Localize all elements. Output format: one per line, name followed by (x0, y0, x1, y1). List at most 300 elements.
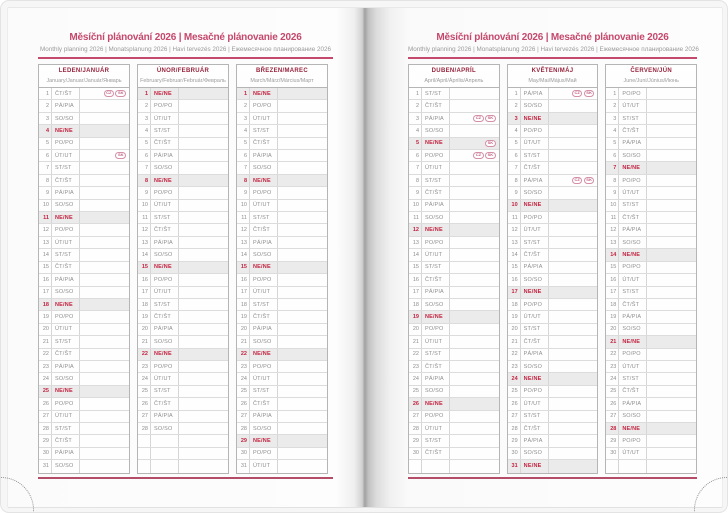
day-number: 23 (409, 361, 422, 372)
day-row (606, 224, 696, 236)
notes-cell (278, 262, 327, 273)
day-row (237, 423, 327, 435)
day-abbrev: NE/NE (250, 88, 278, 99)
notes-cell (80, 187, 129, 198)
day-abbrev: SO/SO (250, 162, 278, 173)
day-row (508, 274, 598, 286)
day-number: 6 (606, 150, 619, 161)
day-abbrev: ČT/ŠT (619, 125, 647, 136)
day-number: 9 (409, 187, 422, 198)
day-abbrev: ST/ST (422, 175, 450, 186)
day-abbrev: NE/NE (521, 287, 549, 298)
day-number: 17 (409, 287, 422, 298)
day-row (39, 274, 129, 286)
day-row (606, 113, 696, 125)
notes-cell (549, 175, 598, 186)
notes-cell (450, 274, 499, 285)
day-row (138, 336, 228, 348)
day-number: 27 (138, 411, 151, 422)
month-rows (508, 88, 598, 473)
notes-cell (80, 125, 129, 136)
day-number: 29 (237, 435, 250, 446)
day-row (237, 100, 327, 112)
day-number: 23 (138, 361, 151, 372)
day-row (237, 224, 327, 236)
day-abbrev: NE/NE (151, 262, 179, 273)
day-number: 16 (237, 274, 250, 285)
day-abbrev: SO/SO (521, 187, 549, 198)
day-abbrev: SO/SO (521, 274, 549, 285)
day-number: 6 (508, 150, 521, 161)
day-abbrev: ČT/ŠT (250, 224, 278, 235)
day-abbrev: ST/ST (422, 349, 450, 360)
day-number: 15 (138, 262, 151, 273)
notes-cell (450, 224, 499, 235)
notes-cell (549, 460, 598, 472)
day-number: 19 (409, 311, 422, 322)
notes-cell (278, 460, 327, 472)
day-number: 13 (606, 237, 619, 248)
day-row (138, 262, 228, 274)
day-row (508, 287, 598, 299)
day-row (138, 138, 228, 150)
month-subtitle: April/April/Április/Апрель (424, 77, 484, 84)
day-number: 24 (39, 373, 52, 384)
day-row (508, 175, 598, 187)
day-abbrev: ČT/ŠT (250, 311, 278, 322)
notes-cell (647, 237, 696, 248)
day-abbrev: NE/NE (250, 435, 278, 446)
notes-cell (549, 361, 598, 372)
notes-cell (278, 175, 327, 186)
day-abbrev: ST/ST (521, 150, 549, 161)
day-row (508, 373, 598, 385)
day-abbrev: PO/PO (619, 435, 647, 446)
notes-cell (278, 274, 327, 285)
day-abbrev: PO/PO (521, 125, 549, 136)
day-abbrev: ST/ST (619, 113, 647, 124)
day-number: 24 (138, 373, 151, 384)
notes-cell (278, 100, 327, 111)
notes-cell (647, 150, 696, 161)
day-row (409, 162, 499, 174)
day-number: 29 (39, 435, 52, 446)
day-abbrev: ČT/ŠT (619, 212, 647, 223)
day-row (237, 324, 327, 336)
month-column (38, 64, 130, 474)
day-abbrev: ST/ST (250, 212, 278, 223)
day-number: 7 (508, 162, 521, 173)
day-abbrev: PÁ/PIA (422, 113, 450, 124)
day-row (237, 237, 327, 249)
notes-cell (549, 274, 598, 285)
day-abbrev: NE/NE (52, 212, 80, 223)
day-number: 8 (409, 175, 422, 186)
notes-cell (647, 336, 696, 347)
notes-cell (179, 448, 228, 459)
day-row (39, 336, 129, 348)
day-abbrev: PÁ/PIA (151, 324, 179, 335)
day-row (508, 249, 598, 261)
day-abbrev: NE/NE (422, 138, 450, 149)
day-abbrev: PÁ/PIA (521, 88, 549, 99)
day-abbrev: PO/PO (521, 212, 549, 223)
month-subtitle: January/Januar/Január/Январь (46, 77, 122, 84)
day-row (409, 361, 499, 373)
day-row (508, 262, 598, 274)
day-row (409, 448, 499, 460)
notes-cell (179, 435, 228, 446)
day-number: 3 (39, 113, 52, 124)
day-row (39, 448, 129, 460)
day-row (138, 237, 228, 249)
day-number: 17 (39, 287, 52, 298)
day-number: 15 (606, 262, 619, 273)
day-abbrev: ÚT/UT (52, 411, 80, 422)
notes-cell (80, 386, 129, 397)
month-rows (606, 88, 696, 473)
day-abbrev: PO/PO (422, 411, 450, 422)
day-row (409, 311, 499, 323)
notes-cell (80, 398, 129, 409)
day-row (606, 274, 696, 286)
day-abbrev: PÁ/PIA (52, 100, 80, 111)
day-row (606, 125, 696, 137)
day-number: 7 (409, 162, 422, 173)
day-abbrev: PO/PO (151, 187, 179, 198)
day-number: 25 (39, 386, 52, 397)
day-number: 16 (409, 274, 422, 285)
day-abbrev: ÚT/UT (521, 398, 549, 409)
notes-cell (549, 373, 598, 384)
notes-cell (647, 262, 696, 273)
notes-cell (647, 324, 696, 335)
day-number: 2 (138, 100, 151, 111)
day-abbrev: PÁ/PIA (619, 311, 647, 322)
day-row (409, 460, 499, 472)
day-abbrev: ČT/ŠT (151, 224, 179, 235)
holiday-badge-sk: SK (485, 152, 496, 160)
holiday-badge-cz: CZ (473, 152, 483, 160)
day-row (138, 287, 228, 299)
day-abbrev: ČT/ŠT (521, 162, 549, 173)
day-number: 26 (409, 398, 422, 409)
day-row (138, 349, 228, 361)
day-row (39, 162, 129, 174)
month-name: LEDEN/JANUÁR (58, 68, 110, 74)
holiday-badge-cz: CZ (572, 90, 582, 98)
day-row (39, 398, 129, 410)
notes-cell (549, 336, 598, 347)
notes-cell (80, 324, 129, 335)
months-columns-right (408, 64, 697, 474)
day-abbrev: PÁ/PIA (250, 237, 278, 248)
day-row (409, 336, 499, 348)
notes-cell (549, 200, 598, 211)
notes-cell (179, 423, 228, 434)
notes-cell (450, 460, 499, 472)
day-abbrev: ÚT/UT (619, 187, 647, 198)
day-row (138, 212, 228, 224)
day-row (606, 138, 696, 150)
day-number: 17 (237, 287, 250, 298)
day-abbrev: ČT/ŠT (521, 423, 549, 434)
day-row (409, 435, 499, 447)
day-abbrev: ÚT/UT (52, 324, 80, 335)
day-row (237, 411, 327, 423)
notes-cell (450, 200, 499, 211)
day-row (237, 125, 327, 137)
day-row (409, 187, 499, 199)
day-row (409, 349, 499, 361)
day-abbrev: PÁ/PIA (250, 324, 278, 335)
notes-cell (450, 299, 499, 310)
notes-cell (179, 224, 228, 235)
day-abbrev: SO/SO (619, 237, 647, 248)
day-abbrev: PO/PO (422, 324, 450, 335)
day-row (237, 398, 327, 410)
notes-cell (80, 113, 129, 124)
day-abbrev: ČT/ŠT (151, 398, 179, 409)
day-abbrev: NE/NE (619, 336, 647, 347)
day-abbrev: ST/ST (52, 336, 80, 347)
day-number: 8 (138, 175, 151, 186)
notes-cell (80, 423, 129, 434)
notes-cell (549, 311, 598, 322)
day-number: 12 (606, 224, 619, 235)
day-abbrev: SO/SO (619, 324, 647, 335)
day-number: 6 (237, 150, 250, 161)
month-column (507, 64, 599, 474)
day-row (138, 435, 228, 447)
day-abbrev: SO/SO (52, 113, 80, 124)
day-number: 16 (138, 274, 151, 285)
day-row (138, 361, 228, 373)
day-abbrev: SO/SO (151, 162, 179, 173)
day-row (237, 175, 327, 187)
day-abbrev: ST/ST (250, 386, 278, 397)
day-abbrev: ČT/ŠT (521, 249, 549, 260)
day-number: 26 (508, 398, 521, 409)
day-number: 9 (138, 187, 151, 198)
notes-cell (549, 237, 598, 248)
day-abbrev: ČT/ŠT (422, 100, 450, 111)
notes-cell (278, 212, 327, 223)
notes-cell (80, 150, 129, 161)
day-abbrev: NE/NE (422, 224, 450, 235)
notes-cell (179, 212, 228, 223)
day-abbrev: SO/SO (52, 200, 80, 211)
day-abbrev: PO/PO (250, 448, 278, 459)
notes-cell (549, 249, 598, 260)
day-number: 1 (138, 88, 151, 99)
day-number: 7 (39, 162, 52, 173)
day-number: 30 (606, 448, 619, 459)
day-row (39, 373, 129, 385)
day-row (39, 324, 129, 336)
day-number: 27 (237, 411, 250, 422)
notes-cell (278, 200, 327, 211)
notes-cell (80, 212, 129, 223)
notes-cell (647, 187, 696, 198)
day-number: 12 (508, 224, 521, 235)
day-abbrev: PÁ/PIA (151, 237, 179, 248)
day-row (39, 386, 129, 398)
day-abbrev: PO/PO (250, 361, 278, 372)
notes-cell (450, 212, 499, 223)
notes-cell (450, 249, 499, 260)
day-row (39, 125, 129, 137)
day-abbrev: PO/PO (52, 398, 80, 409)
day-row (508, 349, 598, 361)
day-number: 12 (138, 224, 151, 235)
day-abbrev: PO/PO (250, 100, 278, 111)
day-row (508, 237, 598, 249)
notes-cell (179, 386, 228, 397)
day-number: 30 (39, 448, 52, 459)
notes-cell (450, 150, 499, 161)
notes-cell (450, 336, 499, 347)
day-number: 22 (237, 349, 250, 360)
notes-cell (647, 113, 696, 124)
day-number: 24 (508, 373, 521, 384)
day-abbrev: PÁ/PIA (250, 411, 278, 422)
day-abbrev: SO/SO (151, 336, 179, 347)
notes-cell (179, 113, 228, 124)
notes-cell (549, 138, 598, 149)
day-number: 8 (606, 175, 619, 186)
day-number: 1 (237, 88, 250, 99)
day-abbrev: SO/SO (521, 448, 549, 459)
day-row (508, 460, 598, 472)
day-row (606, 88, 696, 100)
day-number: 13 (237, 237, 250, 248)
day-number: 4 (606, 125, 619, 136)
notes-cell (80, 448, 129, 459)
month-subtitle: May/Mai/Május/Май (528, 77, 577, 84)
day-number: 6 (409, 150, 422, 161)
month-rows (409, 88, 499, 473)
day-row (39, 299, 129, 311)
notes-cell (549, 423, 598, 434)
day-abbrev: ST/ST (250, 299, 278, 310)
day-number: 24 (409, 373, 422, 384)
day-number: 23 (39, 361, 52, 372)
day-abbrev: PO/PO (619, 349, 647, 360)
day-number: 30 (409, 448, 422, 459)
day-number: 12 (39, 224, 52, 235)
day-row (606, 373, 696, 385)
notes-cell (647, 448, 696, 459)
day-number: 25 (508, 386, 521, 397)
holiday-badge-sk: SK (485, 140, 496, 148)
day-row (606, 311, 696, 323)
day-abbrev: PÁ/PIA (619, 224, 647, 235)
day-row (237, 361, 327, 373)
day-number: 13 (39, 237, 52, 248)
month-column (408, 64, 500, 474)
month-subtitle: February/Februar/Február/Февраль (140, 77, 226, 84)
day-row (39, 200, 129, 212)
day-row (237, 187, 327, 199)
day-abbrev: ÚT/UT (422, 162, 450, 173)
day-abbrev: ČT/ŠT (52, 349, 80, 360)
day-abbrev: ČT/ŠT (422, 274, 450, 285)
day-abbrev: ST/ST (619, 200, 647, 211)
day-row (39, 411, 129, 423)
notes-cell (278, 287, 327, 298)
notes-cell (278, 311, 327, 322)
page-subtitle: Monthly planning 2026 | Monatsplanung 2026 | Havi tervezés 2026 | Ежемесячное планирование 2026 (408, 46, 699, 53)
day-abbrev: PO/PO (52, 311, 80, 322)
day-row (237, 113, 327, 125)
day-number: 10 (606, 200, 619, 211)
day-number: 29 (508, 435, 521, 446)
notes-cell (278, 373, 327, 384)
day-row (508, 398, 598, 410)
day-row (138, 311, 228, 323)
notes-cell (278, 162, 327, 173)
day-abbrev: PO/PO (619, 175, 647, 186)
day-number: 13 (409, 237, 422, 248)
notes-cell (278, 349, 327, 360)
day-abbrev: SO/SO (422, 299, 450, 310)
notes-cell (647, 249, 696, 260)
day-row (39, 349, 129, 361)
notes-cell (450, 187, 499, 198)
notes-cell (647, 361, 696, 372)
months-columns-left (38, 64, 333, 474)
day-row (409, 237, 499, 249)
day-row (138, 411, 228, 423)
day-row (237, 336, 327, 348)
day-number: 7 (606, 162, 619, 173)
day-abbrev: ČT/ŠT (52, 175, 80, 186)
day-abbrev: ST/ST (52, 249, 80, 260)
page-subtitle: Monthly planning 2026 | Monatsplanung 2026 | Havi tervezés 2026 | Ежемесячное планирование 2026 (40, 46, 331, 53)
day-number: 1 (39, 88, 52, 99)
day-number: 21 (508, 336, 521, 347)
day-row (409, 224, 499, 236)
day-row (237, 460, 327, 472)
day-row (606, 448, 696, 460)
day-abbrev: ÚT/UT (52, 150, 80, 161)
day-row (508, 336, 598, 348)
day-abbrev: ST/ST (619, 287, 647, 298)
month-header (508, 65, 598, 88)
notes-cell (647, 435, 696, 446)
day-row (508, 125, 598, 137)
day-row (508, 311, 598, 323)
day-row (39, 138, 129, 150)
day-abbrev: PÁ/PIA (250, 150, 278, 161)
day-abbrev: PÁ/PIA (521, 175, 549, 186)
day-abbrev: ÚT/UT (619, 100, 647, 111)
day-number: 15 (237, 262, 250, 273)
day-row (409, 299, 499, 311)
day-row (606, 361, 696, 373)
day-row (508, 113, 598, 125)
day-row (237, 212, 327, 224)
day-abbrev (151, 435, 179, 446)
notes-cell (278, 324, 327, 335)
day-number: 4 (409, 125, 422, 136)
day-row (409, 125, 499, 137)
day-number: 2 (606, 100, 619, 111)
day-row (606, 411, 696, 423)
header-rule (38, 57, 333, 59)
day-number: 18 (606, 299, 619, 310)
